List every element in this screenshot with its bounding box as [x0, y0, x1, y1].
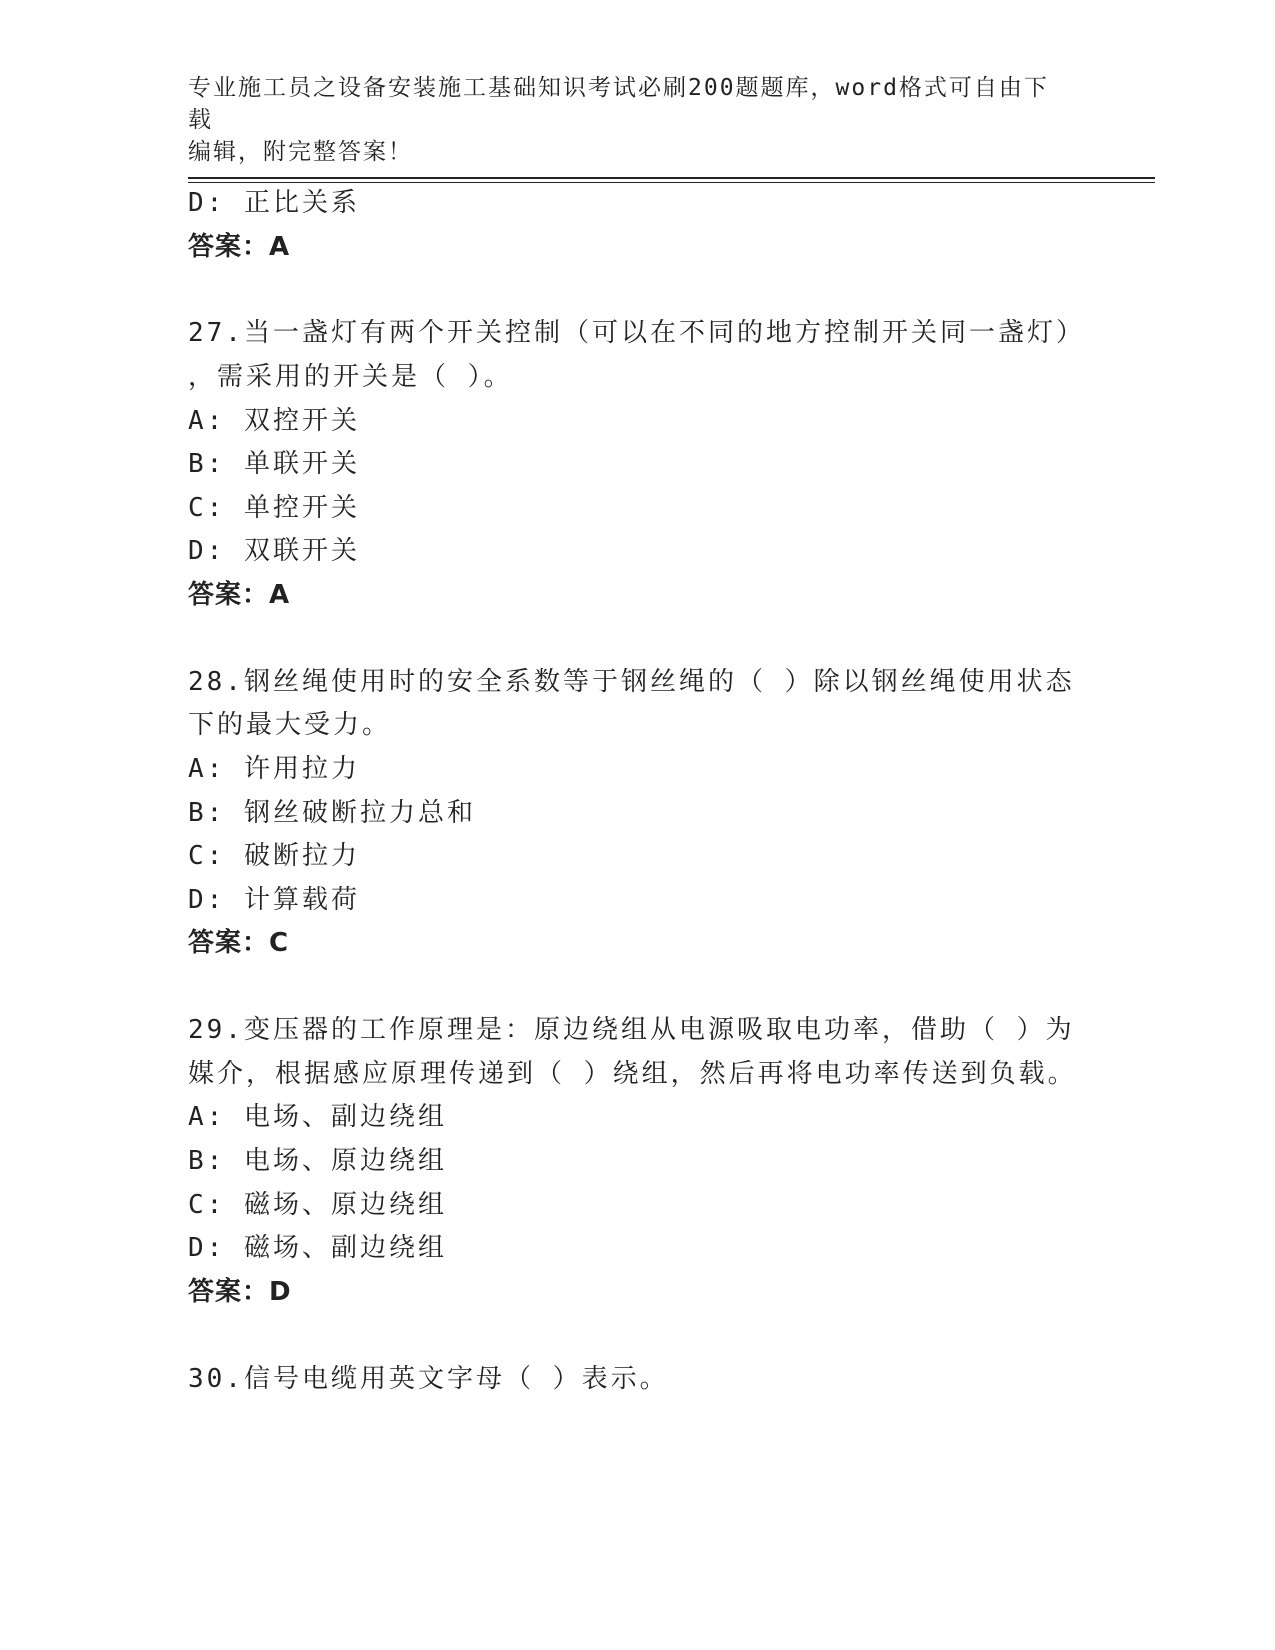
question-28-option-d: D: 计算载荷 — [188, 885, 360, 915]
header-title-line-2: 编辑，附完整答案！ — [188, 139, 413, 165]
prev-question-answer: 答案：A — [188, 232, 291, 262]
question-29-answer: 答案：D — [188, 1277, 292, 1307]
question-27-option-b: B: 单联开关 — [188, 449, 360, 479]
prev-question-option-d: D: 正比关系 — [188, 188, 360, 218]
question-27-option-c: C: 单控开关 — [188, 493, 360, 523]
question-27-stem-line-2: ，需采用的开关是（ ）。 — [188, 362, 513, 392]
question-29-option-d: D: 磁场、副边绕组 — [188, 1233, 447, 1263]
question-29-option-b: B: 电场、原边绕组 — [188, 1146, 447, 1176]
header-divider-thick — [188, 177, 1155, 179]
question-29-stem-line-2: 媒介，根据感应原理传递到（ ）绕组，然后再将电功率传送到负载。 — [188, 1059, 1077, 1089]
question-27-option-d: D: 双联开关 — [188, 536, 360, 566]
header-title-line-1: 专业施工员之设备安装施工基础知识考试必刷200题题库，word格式可自由下载 — [188, 75, 1049, 133]
question-28-stem-line-1: 28.钢丝绳使用时的安全系数等于钢丝绳的（ ）除以钢丝绳使用状态 — [188, 667, 1075, 697]
question-30-stem-line-1: 30.信号电缆用英文字母（ ）表示。 — [188, 1364, 669, 1394]
question-28-option-c: C: 破断拉力 — [188, 841, 360, 871]
question-29-option-a: A: 电场、副边绕组 — [188, 1102, 447, 1132]
document-header — [188, 72, 1068, 168]
question-27-option-a: A: 双控开关 — [188, 406, 360, 436]
question-27-answer: 答案：A — [188, 580, 291, 610]
question-29-stem-line-1: 29.变压器的工作原理是：原边绕组从电源吸取电功率，借助（ ）为 — [188, 1015, 1075, 1045]
question-29-option-c: C: 磁场、原边绕组 — [188, 1190, 447, 1220]
header-divider-thin — [188, 182, 1155, 183]
question-27-stem-line-1: 27.当一盏灯有两个开关控制（可以在不同的地方控制开关同一盏灯） — [188, 318, 1085, 348]
question-28-option-a: A: 许用拉力 — [188, 754, 360, 784]
question-28-option-b: B: 钢丝破断拉力总和 — [188, 798, 476, 828]
question-28-answer: 答案：C — [188, 928, 290, 958]
question-28-stem-line-2: 下的最大受力。 — [188, 710, 392, 740]
